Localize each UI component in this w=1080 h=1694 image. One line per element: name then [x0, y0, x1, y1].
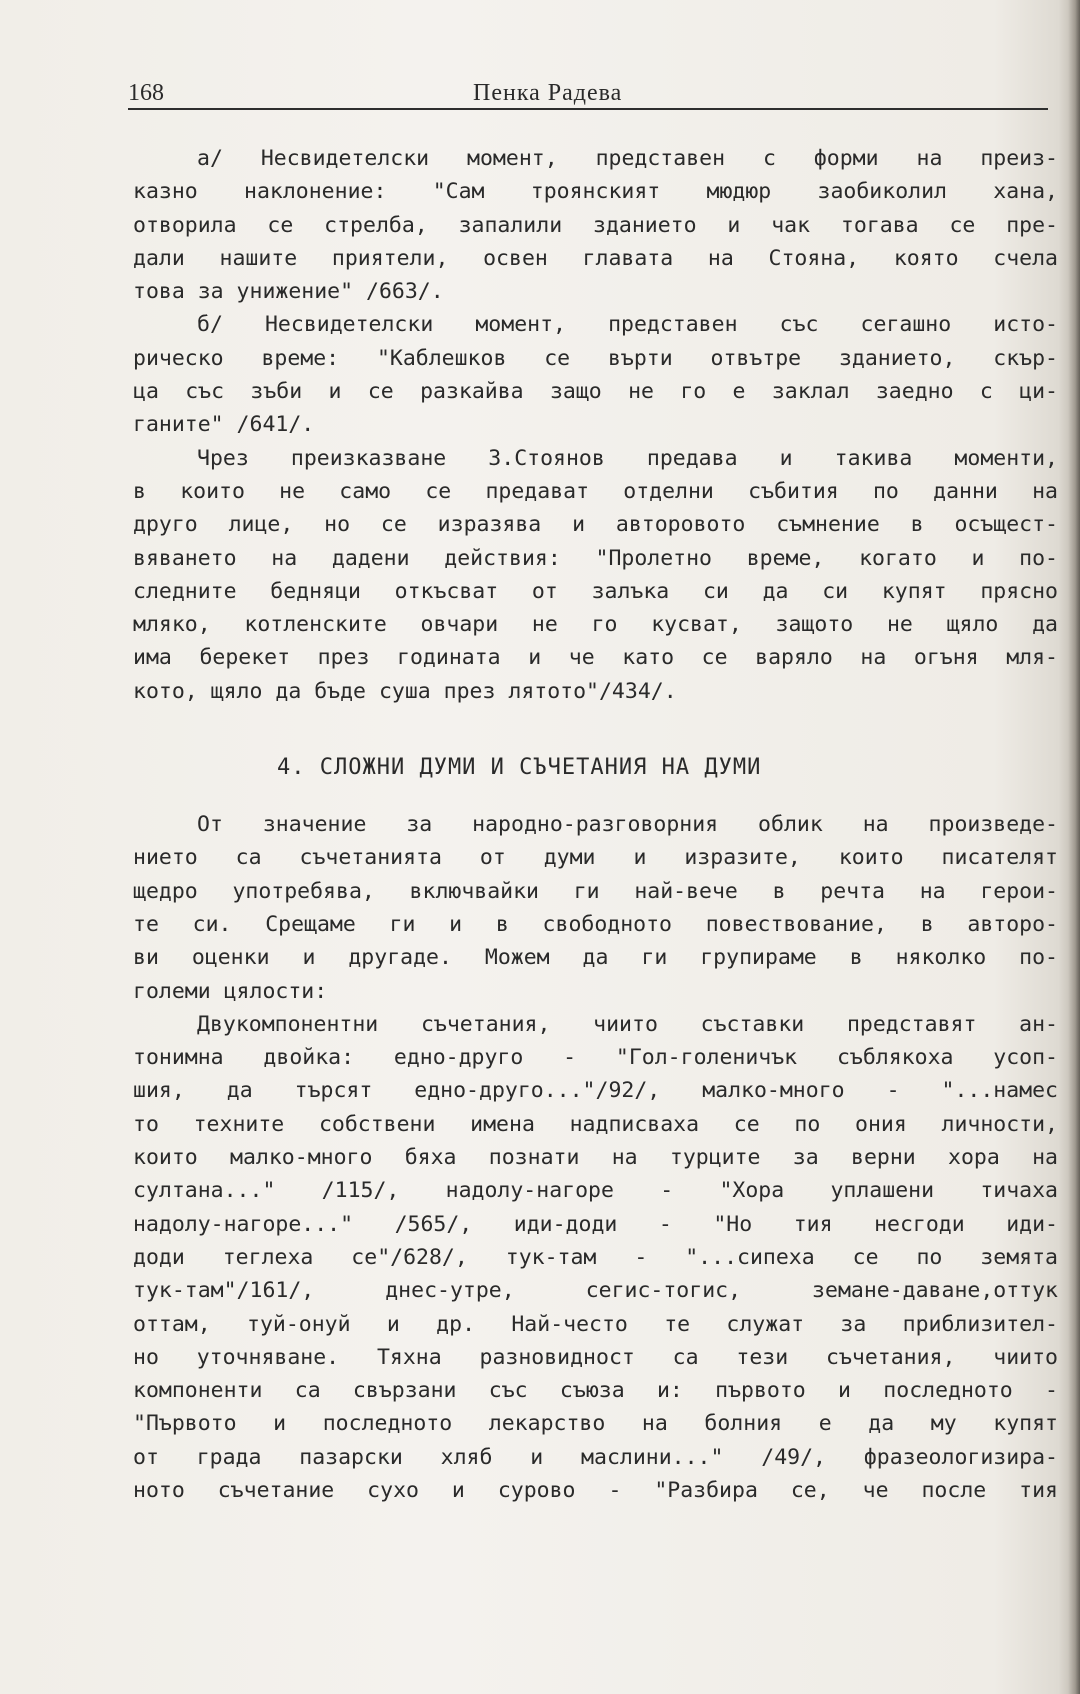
- text-line: ца със зъби и се разкайва защо не го е заклал заедно с ци-: [133, 379, 1058, 405]
- text-block-2: [133, 808, 1058, 1507]
- text-line: това за унижение" /663/.: [133, 279, 444, 305]
- text-line: те си. Срещаме ги и в свободното повествование, в авторо-: [133, 911, 1058, 937]
- text-line: тук-там"/161/, днес-утре, сегис-тогис, земане-даване,оттук: [133, 1278, 1058, 1304]
- text-line: "Първото и последното лекарство на болния е да му купят: [133, 1411, 1058, 1437]
- text-line: надолу-нагоре..." /565/, иди-доди - "Но тия несгоди иди-: [133, 1211, 1058, 1237]
- text-line: има берекет през годината и че като се варяло на огъня мля-: [133, 645, 1058, 671]
- text-line: От значение за народно-разговорния облик на произведе-: [197, 812, 1058, 838]
- text-line: мляко, котленските овчари не го кусват, защото не щяло да: [133, 612, 1058, 638]
- text-line: следните бедняци откъсват от залъка си да си купят прясно: [133, 578, 1058, 604]
- section-heading: 4. СЛОЖНИ ДУМИ И СЪЧЕТАНИЯ НА ДУМИ: [277, 755, 762, 781]
- text-line: в които не само се предават отделни събития по данни на: [133, 478, 1058, 504]
- text-line: нието са съчетанията от думи и изразите, които писателят: [133, 845, 1058, 871]
- text-line: дали нашите приятели, освен главата на Стояна, която счела: [133, 245, 1058, 271]
- text-line: то техните собствени имена надписваха се по ония личности,: [133, 1111, 1058, 1137]
- text-line: от града пазарски хляб и маслини..." /49/, фразеологизира-: [133, 1444, 1058, 1470]
- text-line: друго лице, но се изразява и авторовото съмнение в осъщест-: [133, 512, 1058, 538]
- text-line: шия, да търсят едно-друго..."/92/, малко-много - "...намес: [133, 1078, 1058, 1104]
- text-line: б/ Несвидетелски момент, представен със сегашно исто-: [197, 312, 1058, 338]
- text-line: но уточняване. Тяхна разновидност са тези съчетания, чиито: [133, 1344, 1058, 1370]
- running-head: Пенка Радева: [473, 80, 623, 106]
- text-line: ви оценки и другаде. Можем да ги групираме в няколко по-: [133, 945, 1058, 971]
- text-line: вяването на дадени действия: "Пролетно време, когато и по-: [133, 545, 1058, 571]
- text-line: ното съчетание сухо и сурово - "Разбира се, че после тия: [133, 1477, 1058, 1503]
- text-line: Чрез преизказване З.Стоянов предава и такива моменти,: [197, 445, 1058, 471]
- page-number: 168: [128, 80, 164, 106]
- text-line: а/ Несвидетелски момент, представен с форми на преиз-: [197, 146, 1058, 171]
- text-line: оттам, туй-онуй и др. Най-често те служат за приблизител-: [133, 1311, 1058, 1337]
- text-line: доди теглеха се"/628/, тук-там - "...сипеха се по земята: [133, 1244, 1058, 1270]
- text-line: рическо време: "Каблешков се върти отвътре зданието, скър-: [133, 345, 1058, 371]
- text-line: ганите" /641/.: [133, 412, 315, 438]
- page-body: [133, 142, 1058, 1507]
- page-header: [128, 78, 1048, 110]
- text-line: Двукомпонентни съчетания, чиито съставки представят ан-: [197, 1011, 1058, 1037]
- text-line: казно наклонение: "Сам троянският мюдюр заобиколил хана,: [133, 179, 1058, 205]
- text-line: султана..." /115/, надолу-нагоре - "Хора уплашени тичаха: [133, 1178, 1058, 1204]
- text-line: тонимна двойка: едно-друго - "Гол-голеничък съблякоха усоп-: [133, 1045, 1058, 1071]
- text-block-1: [133, 142, 1058, 708]
- text-line: които малко-много бяха познати на турците за верни хора на: [133, 1145, 1058, 1171]
- text-line: щедро употребява, включвайки ги най-вече в речта на герои-: [133, 878, 1058, 904]
- text-line: компоненти са свързани със съюза и: първото и последното -: [133, 1378, 1058, 1404]
- text-line: кото, щяло да бъде суша през лятото"/434/.: [133, 678, 677, 704]
- text-line: големи цялости:: [133, 978, 328, 1004]
- page-edge-shadow: [1068, 0, 1080, 1694]
- text-line: отворила се стрелба, запалили зданието и чак тогава се пре-: [133, 212, 1058, 238]
